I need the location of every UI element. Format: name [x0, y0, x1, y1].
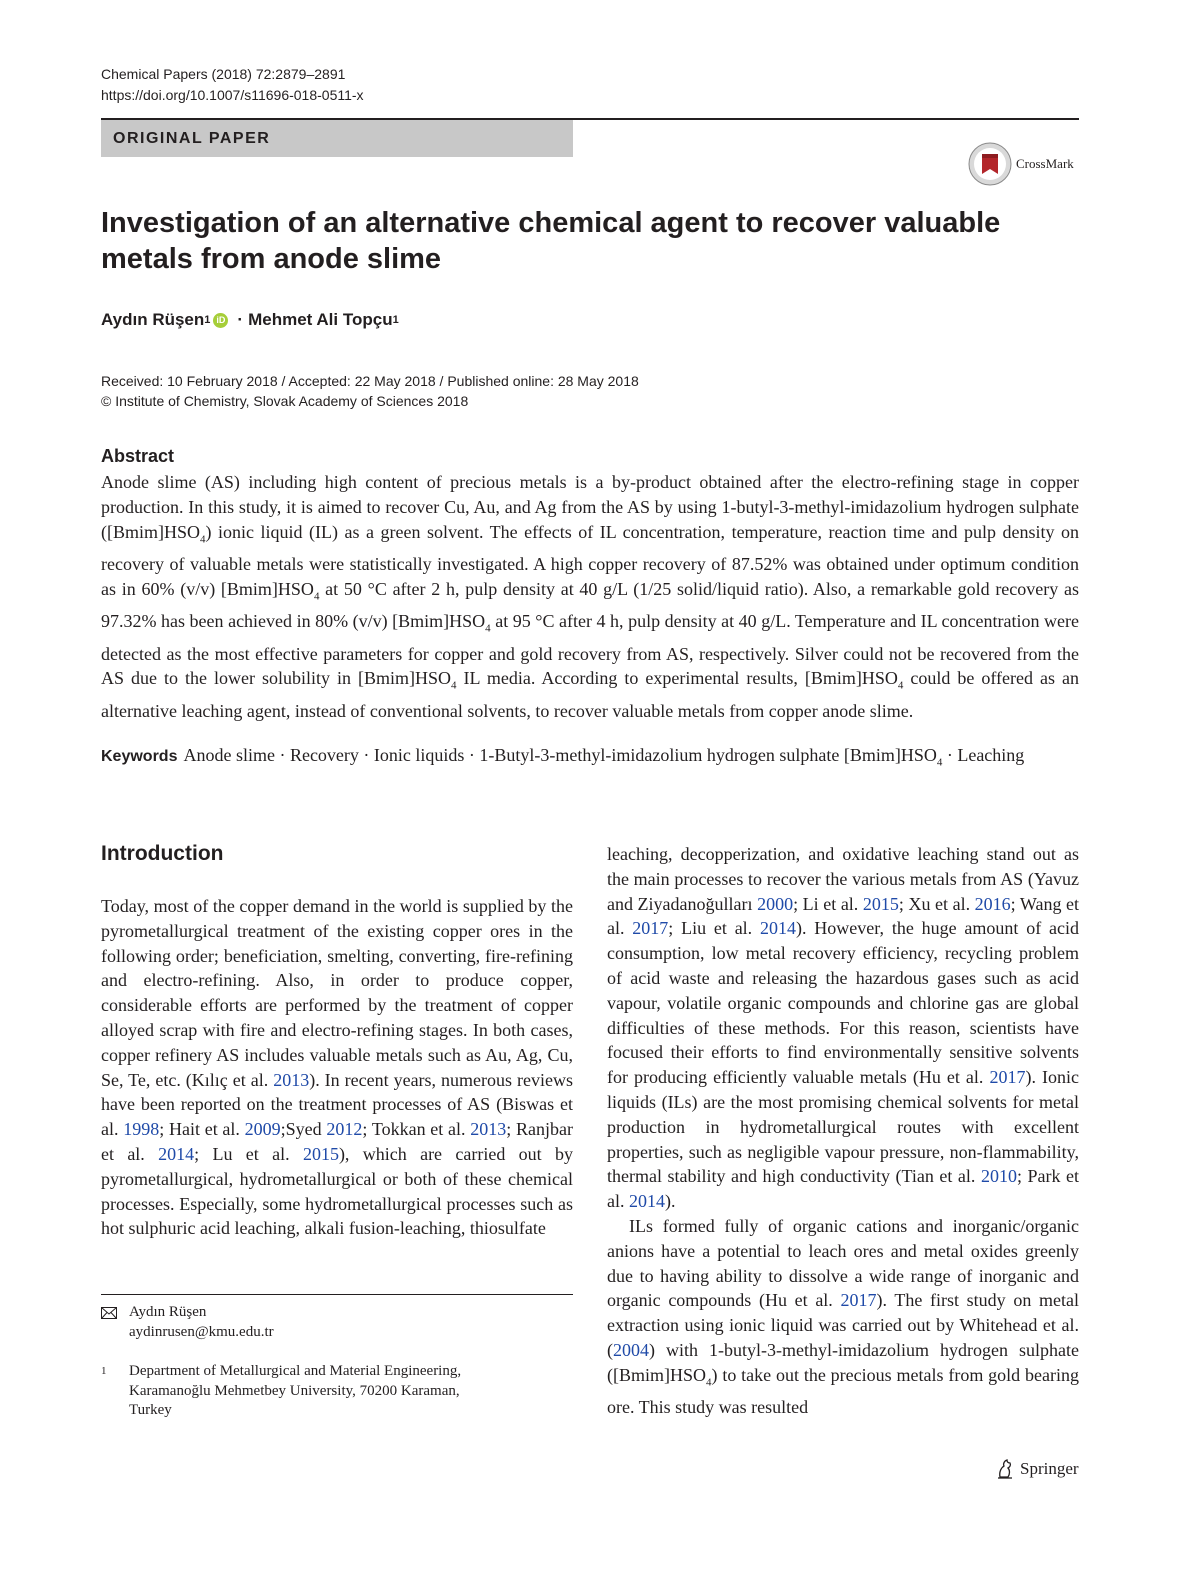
- journal-info: [101, 64, 364, 106]
- citation-link[interactable]: 2009: [244, 1119, 281, 1140]
- subscript: 4: [706, 1376, 712, 1389]
- publisher-logo: [994, 1458, 1079, 1480]
- citation-link[interactable]: 2013: [470, 1119, 507, 1140]
- text-run: leaching, decopperization, and oxidative leaching stand out as the main processes to recover the various metals from AS (Yavuz and Ziyadanoğulları: [607, 844, 1079, 914]
- text-run: ; Li et al.: [793, 893, 863, 914]
- text-run: ) with 1-butyl-3-methyl-imidazolium hydrogen sulphate ([Bmim]HSO: [607, 1339, 1079, 1385]
- text-run: ;Syed: [280, 1119, 327, 1140]
- copyright-line: © Institute of Chemistry, Slovak Academy of Sciences 2018: [101, 393, 469, 409]
- citation-link[interactable]: 2017: [840, 1290, 877, 1311]
- affiliation-marker: 1: [392, 314, 399, 326]
- subscript: 4: [451, 679, 457, 692]
- subscript: 4: [897, 679, 904, 692]
- citation-link[interactable]: 2013: [273, 1069, 310, 1090]
- citation-link[interactable]: 2017: [989, 1067, 1026, 1088]
- citation-link[interactable]: 2010: [980, 1166, 1017, 1187]
- author-name[interactable]: Aydın Rüşen: [101, 310, 205, 329]
- keywords-tail: · Leaching: [942, 745, 1025, 765]
- author-separator: ·: [237, 310, 244, 329]
- author-name[interactable]: Mehmet Ali Topçu: [248, 310, 393, 329]
- citation-link[interactable]: 2014: [759, 918, 796, 939]
- citation-link[interactable]: 2014: [158, 1143, 195, 1164]
- citation-link[interactable]: 2016: [974, 893, 1011, 914]
- subscript: 4: [200, 533, 206, 546]
- text-run: ILs formed fully of organic cations and inorganic/organic anions have a potential to leach ores and metal oxides greenly due to having ability to dissolve a wide range of inorganic and organic compounds (Hu et al.: [607, 1215, 1079, 1311]
- intro-paragraph-2: [607, 1214, 1079, 1420]
- abstract-segment: at 50 °C after 2 h, pulp density at 40 g/L (1/25 solid/liquid ratio). Also, a remarkable gold recovery as 97.32% has been achieved in 80% (v/v) [Bmim]HSO: [101, 578, 1080, 632]
- affiliation-line: Karamanoğlu Mehmetbey University, 70200 Karaman,: [129, 1382, 460, 1399]
- abstract-segment: Anode slime (AS) including high content of precious metals is a by-product obtained after the electro-refining stage in copper production. In this study, it is aimed to recover Cu, Au, and Ag from the AS by using 1-butyl-3-methyl-imidazolium hydrogen sulphate ([Bmim]HSO: [101, 472, 1079, 542]
- publisher-name: Springer: [1020, 1459, 1079, 1478]
- citation-link[interactable]: 2012: [326, 1119, 363, 1140]
- text-run: ; Hait et al.: [159, 1119, 245, 1140]
- citation-link[interactable]: 2017: [632, 918, 669, 939]
- section-heading: Introduction: [101, 842, 224, 865]
- affiliation-marker: 1: [204, 314, 211, 326]
- citation-link[interactable]: 2014: [629, 1191, 665, 1212]
- text-run: ; Xu et al.: [898, 893, 975, 914]
- publication-dates: [101, 371, 639, 411]
- footnote-rule: [101, 1294, 573, 1295]
- abstract-segment: at 95 °C after 4 h, pulp density at 40 g/L. Temperature and IL concentration were detected as the most effective parameters for copper and gold recovery from AS, respectively. Silver could not be recovered from the AS due to the lower solubility in [Bmim]HSO: [101, 611, 1079, 689]
- history-line: Received: 10 February 2018 / Accepted: 22 May 2018 / Published online: 28 May 2018: [101, 373, 639, 389]
- intro-paragraph-1: [101, 894, 573, 1241]
- doi-link[interactable]: https://doi.org/10.1007/s11696-018-0511-x: [101, 87, 364, 103]
- text-run: Today, most of the copper demand in the world is supplied by the pyrometallurgical treatment of the existing copper ores in the following order; beneficiation, smelting, converting, fire-refining and electro-refining. Also, in order to produce copper, considerable efforts are performed by the treatment of copper alloyed scrap with fire and electro-refining stages. In both cases, copper refinery AS includes valuable metals such as Au, Ag, Cu, Se, Te, etc. (Kılıç et al.: [101, 896, 573, 1090]
- abstract-segment: IL media. According to experimental results, [Bmim]HSO: [456, 668, 898, 689]
- corresponding-author-name: Aydın Rüşen: [129, 1304, 207, 1320]
- subscript: 4: [313, 590, 320, 603]
- springer-horse-icon: [994, 1458, 1016, 1480]
- keywords-text: Anode slime · Recovery · Ionic liquids · 1-Butyl-3-methyl-imidazolium hydrogen sulphate [Bmim]HSO: [183, 745, 937, 765]
- keywords: [101, 743, 1079, 775]
- author-list: [101, 310, 399, 330]
- citation-link[interactable]: 1998: [123, 1119, 160, 1140]
- orcid-icon[interactable]: iD: [213, 313, 228, 328]
- intro-paragraph-1-cont: [607, 842, 1079, 1214]
- article-type-banner: ORIGINAL PAPER: [101, 120, 573, 157]
- citation-link[interactable]: 2015: [302, 1143, 339, 1164]
- text-run: ; Wang et al.: [607, 893, 1080, 939]
- citation-link[interactable]: 2015: [862, 893, 899, 914]
- affiliation-line: Turkey: [129, 1402, 172, 1418]
- crossmark-badge[interactable]: [968, 142, 1074, 186]
- corresponding-author-note: [101, 1303, 274, 1342]
- abstract-segment: ) ionic liquid (IL) as a green solvent. The effects of IL concentration, temperature, reaction time and pulp density on recovery of valuable metals were statistically investigated. A high copper recovery of 87.52% was obtained under optimum condition as in 60% (v/v) [Bmim]HSO: [101, 521, 1079, 599]
- affiliation-number: 1: [101, 1365, 107, 1377]
- text-run: ).: [665, 1191, 676, 1212]
- affiliation-line: Department of Metallurgical and Material Engineering,: [129, 1363, 462, 1379]
- text-run: ; Lu et al.: [194, 1143, 303, 1164]
- envelope-icon: [101, 1303, 129, 1326]
- text-run: ), which are carried out by pyrometallurgical, hydrometallurgical or both of these chemical processes. Especially, some hydrometallurgical processes such as hot sulphuric acid leaching, alkali fusion-leaching, thiosulfate: [101, 1143, 573, 1239]
- abstract-heading: Abstract: [101, 446, 175, 466]
- text-run: ; Tokkan et al.: [362, 1119, 471, 1140]
- right-column: [607, 842, 1079, 1420]
- affiliation-note: [101, 1362, 461, 1421]
- text-run: ; Liu et al.: [668, 918, 760, 939]
- keywords-heading: Keywords: [101, 748, 178, 765]
- crossmark-label: CrossMark: [1016, 156, 1074, 171]
- left-column: [101, 842, 573, 1241]
- crossmark-icon: [968, 142, 1012, 186]
- text-run: ). Ionic liquids (ILs) are the most promising chemical solvents for metal production in hydrometallurgical routes with excellent properties, such as negligible vapour pressure, non-flammability, thermal stability and high conductivity (Tian et al.: [607, 1067, 1079, 1187]
- text-run: ). In recent years, numerous reviews have been reported on the treatment processes of AS (Biswas et al.: [101, 1069, 573, 1140]
- abstract-text: [101, 470, 1079, 724]
- article-title: Investigation of an alternative chemical agent to recover valuable metals from anode slime: [101, 207, 1001, 275]
- subscript: 4: [485, 622, 491, 635]
- journal-citation: Chemical Papers (2018) 72:2879–2891: [101, 66, 346, 82]
- subscript: 4: [936, 756, 943, 769]
- text-run: ). The first study on metal extraction using ionic liquid was carried out by Whitehead et al. (: [607, 1290, 1079, 1360]
- abstract-segment: could be offered as an alternative leaching agent, instead of conventional solvents, to recover valuable metals from copper anode slime.: [101, 668, 1079, 721]
- citation-link[interactable]: 2004: [613, 1339, 649, 1360]
- text-run: ; Park et al.: [607, 1166, 1079, 1212]
- citation-link[interactable]: 2000: [757, 893, 794, 914]
- corresponding-email[interactable]: aydinrusen@kmu.edu.tr: [129, 1323, 274, 1340]
- text-run: ) to take out the precious metals from gold bearing ore. This study was resulted: [607, 1364, 1079, 1418]
- text-run: ; Ranjbar et al.: [101, 1119, 573, 1164]
- text-run: ). However, the huge amount of acid consumption, low metal recovery efficiency, recycling problem of acid waste and releasing the hazardous gases such as acid vapour, volatile organic compounds and chlorine gas are global difficulties of these methods. For this reason, scientists have focused their efforts to find environmentally sensitive solvents for producing efficiently valuable metals (Hu et al.: [607, 918, 1079, 1088]
